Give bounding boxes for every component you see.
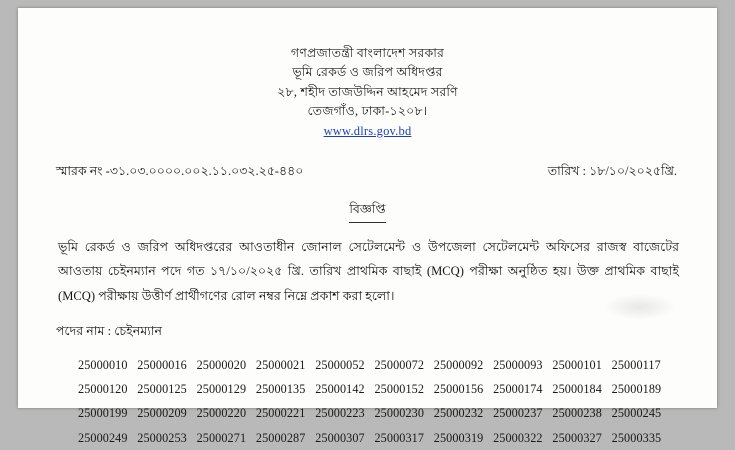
document-page: [18, 8, 717, 445]
roll-cell: 25000209: [137, 406, 187, 421]
roll-cell: 25000093: [493, 357, 543, 372]
roll-cell: 25000232: [433, 406, 484, 421]
roll-cell: 25000052: [315, 357, 365, 372]
roll-cell: 25000230: [374, 406, 425, 421]
roll-cell: 25000125: [137, 381, 187, 396]
roll-cell: 25000021: [255, 357, 306, 372]
roll-cell: 25000101: [552, 357, 602, 372]
memo-date: তারিখ : ১৮/১০/২০২৫খ্রি.: [547, 163, 677, 178]
roll-cell: 25000317: [374, 430, 425, 445]
notice-title: [18, 201, 717, 223]
roll-cell: 25000129: [196, 381, 247, 396]
roll-cell: 25000016: [137, 357, 187, 372]
letterhead-website-link-wrap: [18, 122, 717, 141]
page-bottom-edge: [18, 404, 717, 408]
roll-cell: 25000156: [433, 381, 484, 396]
roll-cell: 25000322: [493, 430, 543, 445]
roll-cell: 25000189: [611, 381, 662, 396]
letterhead-line-city: তেজগাঁও, ঢাকা-১২০৮।: [307, 104, 428, 119]
roll-cell: 25000092: [433, 357, 484, 372]
table-row: [78, 426, 671, 450]
roll-cell: 25000287: [255, 430, 306, 445]
roll-cell: 25000221: [255, 406, 306, 421]
paper-smudge: [603, 294, 677, 320]
roll-cell: 25000152: [374, 381, 425, 396]
website-link[interactable]: www.dlrs.gov.bd: [323, 123, 412, 138]
roll-cell: 25000020: [196, 357, 247, 372]
roll-cell: 25000307: [315, 430, 365, 445]
post-name-label: পদের নাম : চেইনম্যান: [56, 323, 163, 338]
roll-cell: 25000135: [255, 381, 306, 396]
roll-cell: 25000249: [78, 430, 128, 445]
roll-cell: 25000238: [552, 406, 602, 421]
roll-cell: 25000335: [611, 430, 662, 445]
roll-cell: 25000245: [611, 406, 662, 421]
letterhead-line-address: ২৮, শহীদ তাজউদ্দিন আহমেদ সরণি: [277, 84, 458, 99]
roll-cell: 25000253: [137, 430, 187, 445]
letterhead: [18, 8, 717, 141]
roll-cell: 25000010: [78, 357, 128, 372]
roll-cell: 25000327: [552, 430, 602, 445]
roll-cell: 25000237: [493, 406, 543, 421]
roll-cell: 25000223: [315, 406, 365, 421]
body-paragraph: ভূমি রেকর্ড ও জরিপ অধিদপ্তরের আওতাধীন জোনাল সেটেলমেন্ট ও উপজেলা সেটেলমেন্ট অফিসের রাজস্ব বাজেটের আওতায় চেইনম্যান পদে গত ১৭/১০/২০২৫ খ্রি. তারিখ প্রাথমিক বাছাই (MCQ) পরীক্ষা অনুষ্ঠিত হয়। উক্ত প্রাথমিক বাছাই (MCQ) পরীক্ষায় উত্তীর্ণ প্রার্থীগণের রোল নম্বর নিম্নে প্রকাশ করা হলো।: [58, 239, 679, 303]
roll-cell: 25000120: [78, 381, 128, 396]
table-row: [78, 353, 671, 377]
memo-row: [18, 163, 717, 183]
roll-cell: 25000184: [552, 381, 602, 396]
roll-cell: 25000199: [78, 406, 128, 421]
roll-cell: 25000117: [611, 357, 661, 372]
roll-cell: 25000142: [315, 381, 365, 396]
roll-cell: 25000220: [196, 406, 247, 421]
notice-title-text: বিজ্ঞপ্তি: [349, 201, 385, 223]
letterhead-line-department: ভূমি রেকর্ড ও জরিপ অধিদপ্তর: [292, 65, 443, 80]
roll-number-table: [18, 353, 717, 450]
roll-cell: 25000072: [374, 357, 425, 372]
roll-cell: 25000271: [196, 430, 247, 445]
roll-cell: 25000319: [433, 430, 484, 445]
document-inner: [18, 8, 717, 445]
letterhead-line-government: গণপ্রজাতন্ত্রী বাংলাদেশ সরকার: [290, 46, 445, 60]
table-row: [78, 377, 671, 401]
roll-cell: 25000174: [493, 381, 543, 396]
memo-number: স্মারক নং -৩১.০৩.০০০০.০০২.১১.০৩২.২৫-৪৪০: [56, 163, 304, 178]
